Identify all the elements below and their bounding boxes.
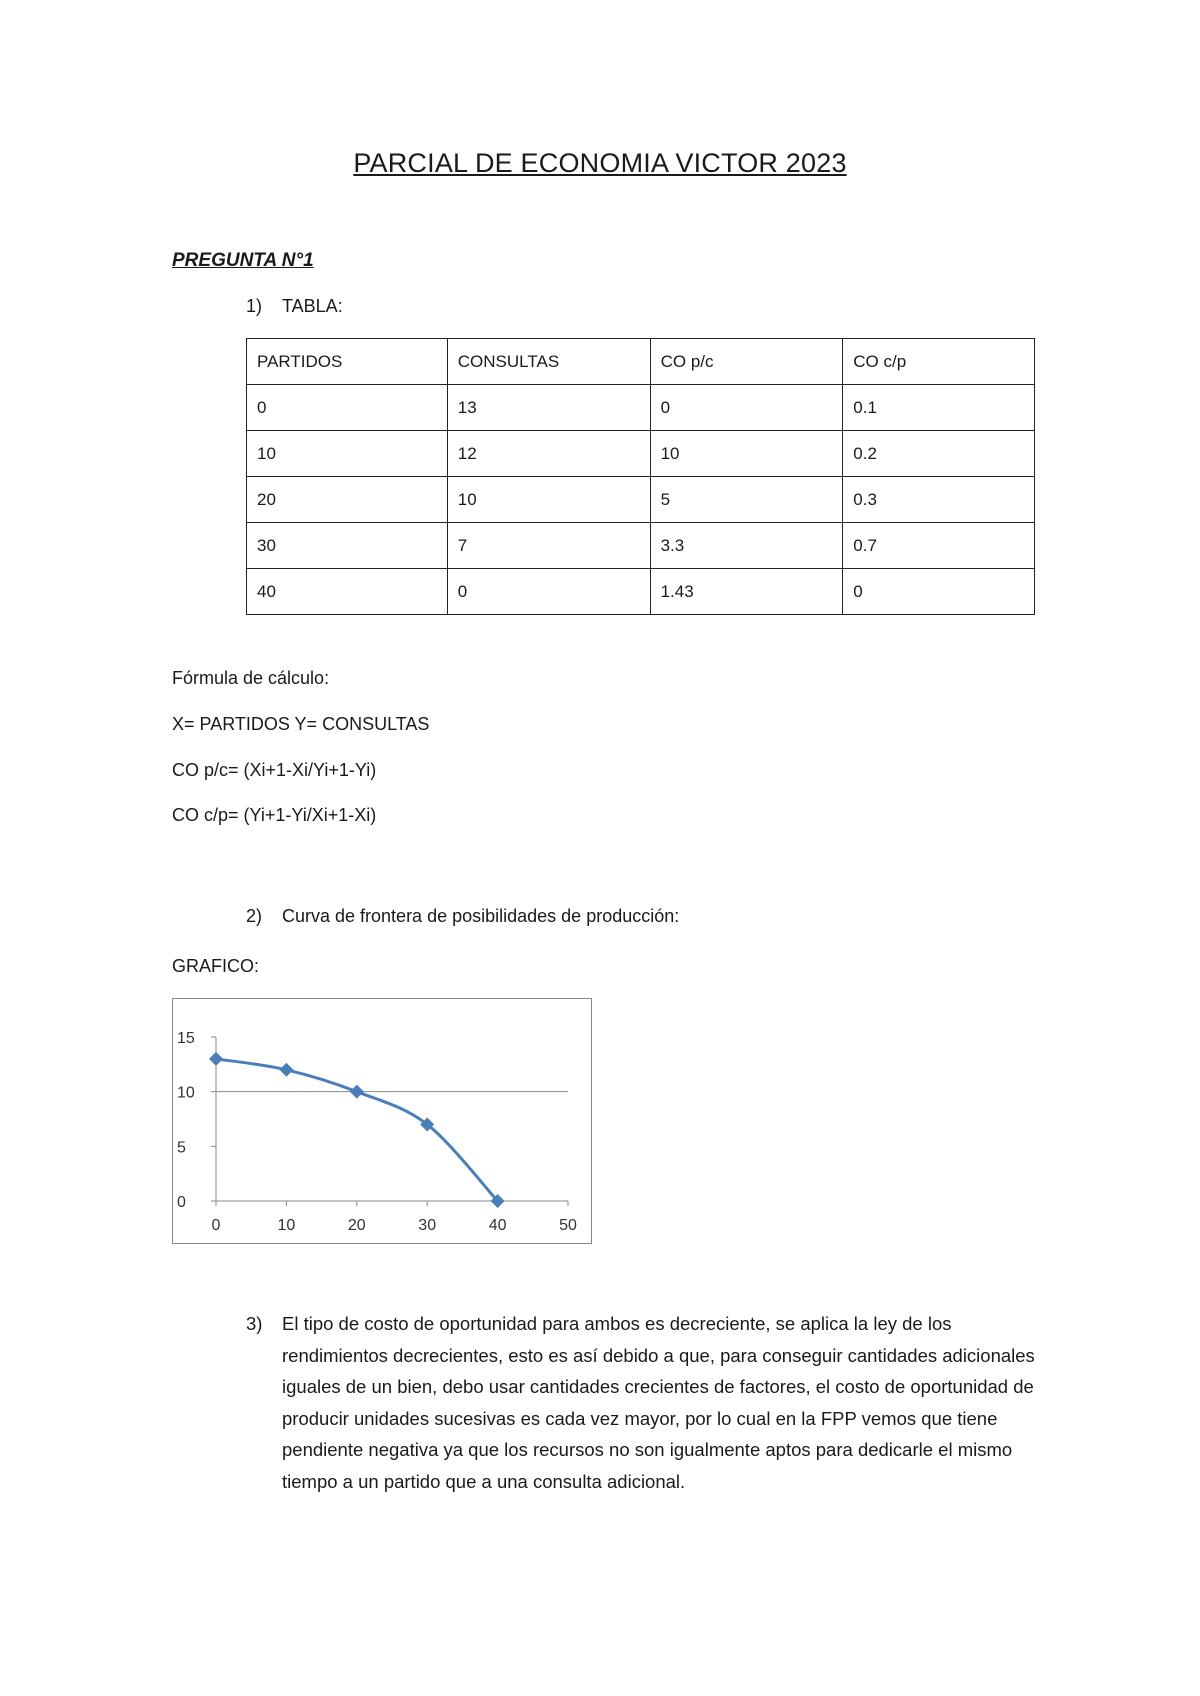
column-header: CO c/p (843, 339, 1035, 385)
formula-co-cp: CO c/p= (Yi+1-Yi/Xi+1-Xi) (172, 805, 377, 825)
table-cell: 0.1 (843, 385, 1035, 431)
table-cell: 0 (247, 385, 448, 431)
chart-label: GRAFICO: (172, 956, 260, 976)
table-cell: 5 (650, 477, 843, 523)
list-label: TABLA: (282, 296, 343, 316)
list-item-1 (246, 296, 343, 317)
x-tick-label: 30 (418, 1217, 437, 1234)
list-number: 2) (246, 906, 263, 926)
list-item-2 (246, 906, 679, 927)
table-cell: 0.3 (843, 477, 1035, 523)
table-cell: 0 (843, 569, 1035, 615)
x-tick-label: 0 (211, 1217, 221, 1234)
data-point (350, 1085, 364, 1099)
table-header-row (247, 339, 1035, 385)
y-tick-label: 10 (177, 1084, 195, 1102)
table-cell: 0 (650, 385, 843, 431)
y-tick-label: 0 (177, 1194, 186, 1211)
y-tick-label: 5 (177, 1139, 186, 1157)
table-row (247, 385, 1035, 431)
data-table (246, 338, 1035, 615)
series-line (216, 1059, 498, 1201)
table-cell: 30 (247, 523, 448, 569)
list-item-3 (246, 1308, 1036, 1497)
x-tick-label: 20 (347, 1217, 366, 1234)
table-row (247, 477, 1035, 523)
table-cell: 10 (650, 431, 843, 477)
formula-heading: Fórmula de cálculo: (172, 668, 330, 688)
column-header: CO p/c (650, 339, 843, 385)
list-number: 3) (246, 1313, 263, 1334)
ppf-chart (172, 998, 592, 1244)
table-cell: 20 (247, 477, 448, 523)
question-heading: PREGUNTA N°1 (172, 250, 314, 271)
paragraph-text: El tipo de costo de oportunidad para ambos es decreciente, se aplica la ley de los rendimientos decrecientes, esto es así debido a que, para conseguir cantidades adicionales iguales de un bien, debo usar cantidades crecientes de factores, el costo de oportunidad de producir unidades sucesivas es cada vez mayor, por lo cual en la FPP vemos que tiene pendiente negativa ya que los recursos no son igualmente aptos para dedicarle el mismo tiempo a un partido que a una consulta adicional. (282, 1313, 1035, 1492)
table-row (247, 569, 1035, 615)
table-cell: 0.2 (843, 431, 1035, 477)
column-header: CONSULTAS (447, 339, 650, 385)
table-cell: 13 (447, 385, 650, 431)
table-row (247, 523, 1035, 569)
data-point (209, 1052, 223, 1066)
list-number: 1) (246, 296, 263, 316)
table-cell: 3.3 (650, 523, 843, 569)
table-cell: 1.43 (650, 569, 843, 615)
y-tick-label: 15 (177, 1030, 195, 1047)
table-cell: 10 (447, 477, 650, 523)
x-tick-label: 50 (559, 1217, 577, 1234)
table-cell: 40 (247, 569, 448, 615)
data-point (279, 1063, 293, 1077)
x-tick-label: 40 (488, 1217, 507, 1234)
formula-co-pc: CO p/c= (Xi+1-Xi/Yi+1-Yi) (172, 760, 377, 780)
page-title: PARCIAL DE ECONOMIA VICTOR 2023 (353, 148, 847, 178)
formula-variables: X= PARTIDOS Y= CONSULTAS (172, 714, 430, 734)
column-header: PARTIDOS (247, 339, 448, 385)
list-label: Curva de frontera de posibilidades de producción: (282, 906, 680, 926)
table-cell: 0 (447, 569, 650, 615)
chart-svg (173, 999, 591, 1243)
table-cell: 10 (247, 431, 448, 477)
table-row (247, 431, 1035, 477)
x-tick-label: 10 (277, 1217, 296, 1234)
table-cell: 12 (447, 431, 650, 477)
table-cell: 0.7 (843, 523, 1035, 569)
table-cell: 7 (447, 523, 650, 569)
